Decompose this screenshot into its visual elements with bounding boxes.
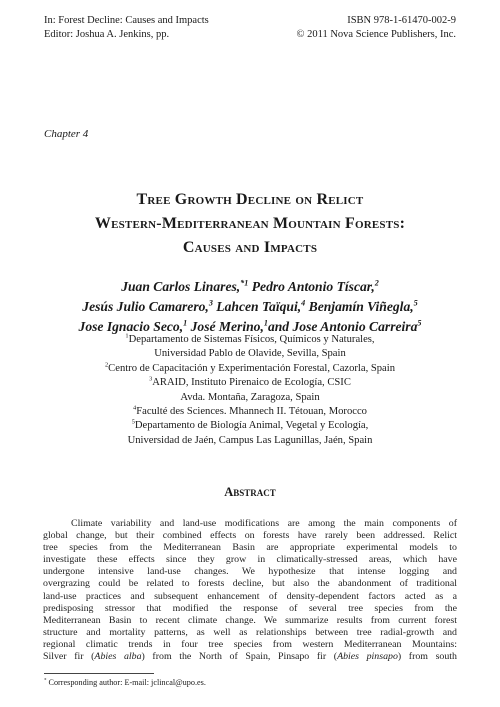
author-name: Juan Carlos Linares, xyxy=(121,279,241,294)
affil-mark: 2 xyxy=(104,361,109,369)
affil-text: Departamento de Biología Animal, Vegetal y Ecología, xyxy=(134,420,369,432)
abstract-line: predisposing stressor that modified the response of several tree species from the xyxy=(43,602,457,614)
author-affil-mark: 5 xyxy=(413,298,418,308)
running-header-left xyxy=(44,14,209,41)
footnote-mark: * xyxy=(44,678,47,684)
affiliation-line xyxy=(20,376,480,390)
abstract-line: undergone intensive land-use changes. We hypothesize that intense logging and xyxy=(43,566,457,578)
abstract-heading: Abstract xyxy=(224,485,276,499)
affiliation-line xyxy=(20,419,480,433)
author-name: Pedro Antonio Tíscar, xyxy=(251,279,375,294)
title-line: Western-Mediterranean Mountain Forests: xyxy=(94,215,406,232)
author-affil-mark: 2 xyxy=(374,278,379,288)
abstract-line: tree species from the Mediterranean Basin are appropriate experimental models to xyxy=(43,542,457,554)
abstract-line: global change, but their combined effects on forests have rarely been addressed. Relict xyxy=(43,530,457,542)
species-name: Abies alba xyxy=(94,651,142,663)
footnote-text: Corresponding author: E-mail: jclincal@upo.es. xyxy=(48,678,206,687)
author-affil-mark: 1 xyxy=(183,318,188,328)
paper-title xyxy=(30,188,470,260)
author-name: Benjamín Viñegla, xyxy=(308,299,414,314)
affil-text: Avda. Montaña, Zaragoza, Spain xyxy=(180,391,320,403)
affil-text: Universidad de Jaén, Campus Las Lagunillas, Jaén, Spain xyxy=(127,434,373,446)
abstract-line: investigate these effects since they grow in climatically-stressed areas, which have xyxy=(43,554,457,566)
abstract-body xyxy=(43,518,457,663)
abstract-text: ) from the North of Spain, Pinsapo fir ( xyxy=(141,651,338,663)
author-line xyxy=(20,277,480,297)
author-name: and Jose Antonio Carreira xyxy=(267,319,418,334)
affiliation-list xyxy=(20,333,480,448)
footnote-divider xyxy=(44,673,154,674)
affiliation-line xyxy=(20,333,480,347)
species-name: Abies pinsapo xyxy=(337,651,398,663)
affil-text: Departamento de Sistemas Físicos, Químicos y Naturales, xyxy=(128,334,375,345)
author-affil-mark: 3 xyxy=(208,298,213,308)
affil-text: ARAID, Instituto Pirenaico de Ecología, CSIC xyxy=(152,377,351,389)
affil-mark: 3 xyxy=(149,375,153,383)
title-line: Causes and Impacts xyxy=(182,239,318,256)
title-line: Tree Growth Decline on Relict xyxy=(136,191,364,208)
affil-mark: 4 xyxy=(133,404,137,412)
abstract-text: ) from south xyxy=(397,651,457,663)
chapter-label: Chapter 4 xyxy=(44,128,89,140)
abstract-line: regional climatic trends in four tree species from western Mediterranean Mountains: xyxy=(43,638,457,650)
copyright: © 2011 Nova Science Publishers, Inc. xyxy=(296,28,456,40)
running-header-right xyxy=(296,14,456,41)
affiliation-line xyxy=(20,405,480,419)
footnote xyxy=(44,678,206,687)
affiliation-line xyxy=(20,391,480,405)
author-affil-mark: 1 xyxy=(263,318,268,328)
author-affil-mark: 4 xyxy=(301,298,306,308)
author-affil-mark: *1 xyxy=(240,278,249,288)
author-line xyxy=(20,297,480,317)
abstract-text: Silver fir ( xyxy=(43,651,95,663)
abstract-line xyxy=(43,651,457,663)
affil-mark: 1 xyxy=(125,332,129,340)
author-name: José Merino, xyxy=(190,319,264,334)
abstract-line: land-use practices and subsequent enhancement of density-dependent factors acted as a xyxy=(43,590,457,602)
book-series: In: Forest Decline: Causes and Impacts xyxy=(44,15,209,26)
author-affil-mark: 5 xyxy=(417,318,422,328)
affil-text: Universidad Pablo de Olavide, Sevilla, Spain xyxy=(154,348,346,360)
affiliation-line xyxy=(20,434,480,448)
affil-text: Faculté des Sciences. Mhannech II. Tétouan, Morocco xyxy=(136,406,367,418)
affiliation-line xyxy=(20,347,480,361)
author-name: Jose Ignacio Seco, xyxy=(78,319,184,334)
author-name: Jesús Julio Camarero, xyxy=(82,299,209,314)
abstract-line: structure and mortality patterns, as well as relationships between tree radial-growth and xyxy=(43,626,457,638)
affil-text: Centro de Capacitación y Experimentación Forestal, Cazorla, Spain xyxy=(108,362,395,374)
abstract-line: Mediterranean Basin to recent climate change. We summarize results from current forest xyxy=(43,614,457,626)
abstract-line: overgrazing could be related to forests decline, but also the abandonment of traditional xyxy=(43,578,457,590)
abstract-line: Climate variability and land-use modifications are among the main components of xyxy=(71,518,457,529)
author-name: Lahcen Taïqui, xyxy=(216,299,302,314)
isbn: ISBN 978-1-61470-002-9 xyxy=(347,15,456,26)
affiliation-line xyxy=(20,362,480,376)
affil-mark: 5 xyxy=(131,418,135,426)
book-editor: Editor: Joshua A. Jenkins, pp. xyxy=(44,28,170,40)
